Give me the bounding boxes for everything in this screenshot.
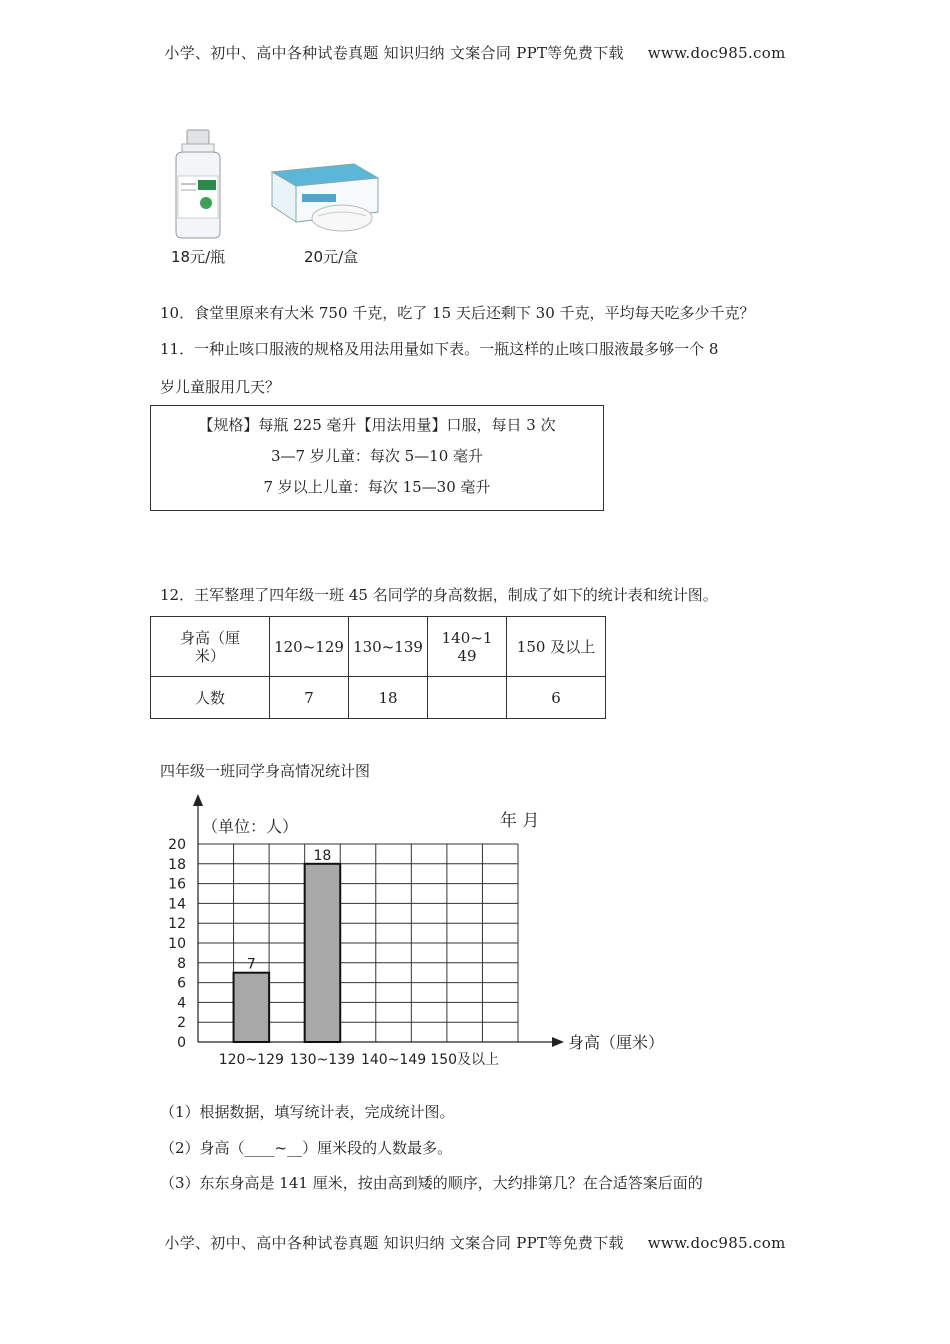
table-cell: 150 及以上 xyxy=(507,617,606,677)
footer-site: www.doc985.com xyxy=(647,1234,786,1252)
page-header xyxy=(0,42,950,63)
table-cell: 7 xyxy=(270,677,349,719)
dosage-box xyxy=(150,405,604,511)
bar xyxy=(234,973,270,1042)
page-footer xyxy=(0,1232,950,1253)
height-table xyxy=(150,616,606,719)
height-bar-chart xyxy=(160,792,680,1072)
price-label-mask: 20元/盒 xyxy=(304,248,359,266)
y-tick-label: 8 xyxy=(177,955,186,972)
dosage-line-3: 7 岁以上儿童：每次 15—30 毫升 xyxy=(263,478,491,496)
x-tick-label: 140~149 xyxy=(360,1052,427,1068)
x-tick-label: 150及以上 xyxy=(430,1052,500,1068)
sub-question-3: （3）东东身高是 141 厘米，按由高到矮的顺序，大约排第几？在合适答案后面的 xyxy=(160,1174,703,1192)
bar-data-label: 7 xyxy=(246,956,256,973)
dosage-line-2: 3—7 岁儿童：每次 5—10 毫升 xyxy=(270,447,484,465)
bar-data-label: 18 xyxy=(313,847,332,864)
table-cell: 6 xyxy=(507,677,606,719)
sub-question-2: （2）身高（____~__）厘米段的人数最多。 xyxy=(160,1139,453,1157)
price-label-bottle: 18元/瓶 xyxy=(171,248,226,266)
x-axis-title: 身高（厘米） xyxy=(568,1033,665,1052)
table-cell-header-label: 身高（厘米） xyxy=(151,617,270,677)
y-tick-label: 16 xyxy=(168,876,186,893)
x-tick-label: 130~139 xyxy=(289,1052,356,1068)
question-10: 10．食堂里原来有大米 750 千克，吃了 15 天后还剩下 30 千克，平均每天吃多少千克？ xyxy=(160,304,755,322)
unit-label: （单位：人） xyxy=(202,817,299,836)
table-row-count xyxy=(151,677,606,719)
header-text: 小学、初中、高中各种试卷真题 知识归纳 文案合同 PPT等免费下载 xyxy=(164,44,624,62)
table-cell: 120~129 xyxy=(270,617,349,677)
question-12-intro: 12．王军整理了四年级一班 45 名同学的身高数据，制成了如下的统计表和统计图。 xyxy=(160,586,718,604)
question-11-line2: 岁儿童服用几天？ xyxy=(160,378,281,396)
y-tick-label: 10 xyxy=(168,936,186,952)
dosage-line-1: 【规格】每瓶 225 毫升【用法用量】口服，每日 3 次 xyxy=(198,416,556,434)
x-tick-label: 120~129 xyxy=(218,1052,284,1068)
chart-title: 四年级一班同学身高情况统计图 xyxy=(160,762,371,780)
footer-text: 小学、初中、高中各种试卷真题 知识归纳 文案合同 PPT等免费下载 xyxy=(164,1234,624,1252)
sanitizer-bottle-icon xyxy=(168,128,228,240)
y-tick-label: 2 xyxy=(177,1015,186,1032)
y-tick-label: 12 xyxy=(168,916,186,933)
table-cell: 140~149 xyxy=(428,617,507,677)
table-cell-blank[interactable] xyxy=(428,677,507,719)
y-tick-label: 18 xyxy=(168,856,186,873)
table-cell-count-label: 人数 xyxy=(151,677,270,719)
date-label: 年 月 xyxy=(500,811,540,831)
x-axis-arrow xyxy=(552,1037,564,1047)
mask-box-icon xyxy=(268,160,384,240)
y-tick-label: 6 xyxy=(177,975,186,992)
table-cell: 18 xyxy=(349,677,428,719)
y-tick-label: 20 xyxy=(168,837,186,853)
y-tick-label: 0 xyxy=(177,1035,186,1051)
bar xyxy=(305,864,341,1042)
header-site: www.doc985.com xyxy=(647,44,786,62)
y-tick-label: 4 xyxy=(177,995,186,1012)
table-cell: 130~139 xyxy=(349,617,428,677)
y-axis-arrow xyxy=(193,794,203,806)
y-tick-label: 14 xyxy=(168,896,186,913)
sub-question-1: （1）根据数据，填写统计表，完成统计图。 xyxy=(160,1103,455,1121)
question-11-line1: 11．一种止咳口服液的规格及用法用量如下表。一瓶这样的止咳口服液最多够一个 8 xyxy=(160,340,719,358)
table-row-header xyxy=(151,617,606,677)
